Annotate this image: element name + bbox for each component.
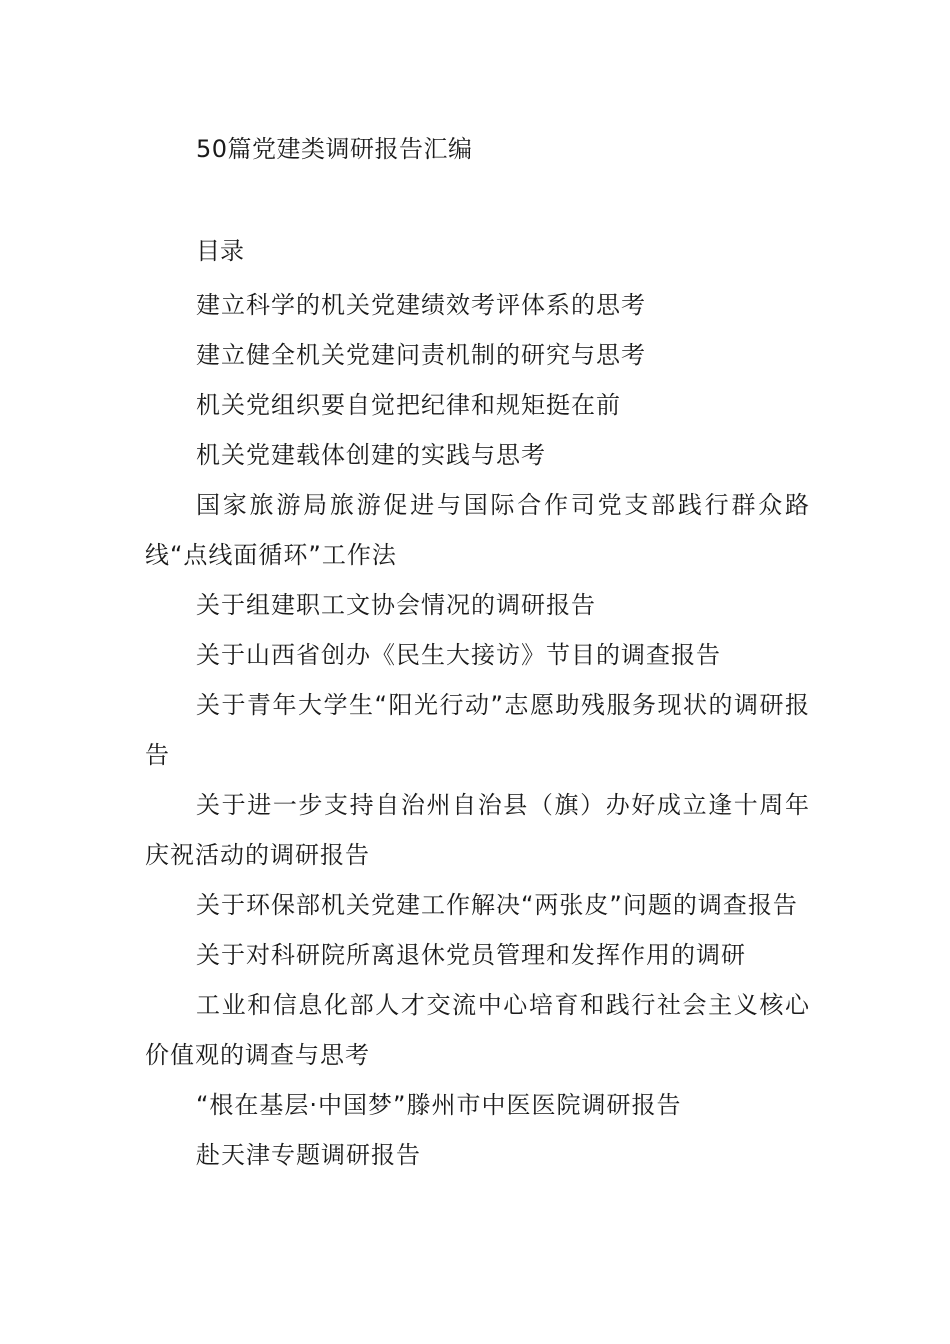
toc-item: 关于青年大学生“阳光行动”志愿助残服务现状的调研报告: [145, 691, 810, 769]
toc-item: 机关党组织要自觉把纪律和规矩挺在前: [196, 391, 621, 419]
toc-item: 赴天津专题调研报告: [196, 1141, 421, 1169]
toc-item: “根在基层·中国梦”滕州市中医医院调研报告: [196, 1091, 682, 1119]
toc-item: 建立科学的机关党建绩效考评体系的思考: [196, 291, 646, 319]
toc-item: 关于进一步支持自治州自治县（旗）办好成立逢十周年庆祝活动的调研报告: [145, 791, 810, 869]
toc-item: 建立健全机关党建问责机制的研究与思考: [196, 341, 646, 369]
document-title: 50篇党建类调研报告汇编: [196, 135, 473, 163]
toc-heading: 目录: [196, 237, 244, 265]
toc-item: 关于山西省创办《民生大接访》节目的调查报告: [196, 641, 721, 669]
toc-item: 关于对科研院所离退休党员管理和发挥作用的调研: [196, 941, 746, 969]
toc-item: 国家旅游局旅游促进与国际合作司党支部践行群众路线“点线面循环”工作法: [145, 491, 810, 569]
toc-item: 关于环保部机关党建工作解决“两张皮”问题的调查报告: [196, 891, 798, 919]
toc-item: 机关党建载体创建的实践与思考: [196, 441, 546, 469]
toc-item: 工业和信息化部人才交流中心培育和践行社会主义核心价值观的调查与思考: [145, 991, 810, 1069]
toc-list: [145, 280, 810, 1180]
toc-item: 关于组建职工文协会情况的调研报告: [196, 591, 596, 619]
